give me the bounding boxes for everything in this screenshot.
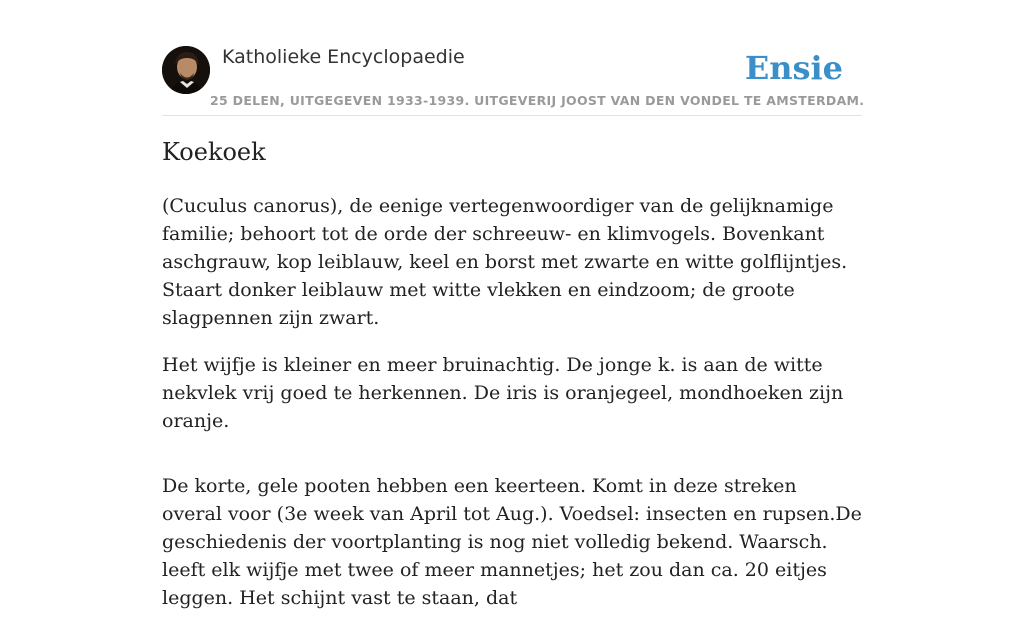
ensie-logo-link[interactable]: Ensie <box>744 49 843 87</box>
article-body <box>162 192 862 631</box>
publication-title[interactable]: Katholieke Encyclopaedie <box>222 46 465 68</box>
article-paragraph: Het wijfje is kleiner en meer bruinachtig. De jonge k. is aan de witte nekvlek vrij goed te herkennen. De iris is oranjegeel, mondhoeken zijn oranje. <box>162 354 844 432</box>
publication-header <box>162 46 865 116</box>
article-paragraph: (Cuculus canorus), de eenige vertegenwoordiger van de gelijknamige familie; behoort tot de orde der schreeuw- en klimvogels. Bovenkant aschgrauw, kop leiblauw, keel en borst met zwarte en witte golflijntjes. Staart donker leiblauw met witte vlekken en eindzoom; de groote slagpennen zijn zwart. <box>162 195 848 329</box>
publication-subtitle: 25 DELEN, UITGEGEVEN 1933-1939. UITGEVERIJ JOOST VAN DEN VONDEL TE AMSTERDAM. <box>210 93 865 108</box>
publication-avatar[interactable] <box>162 46 210 94</box>
page-title: Koekoek <box>162 138 266 166</box>
article-paragraph: De korte, gele pooten hebben een keerteen. Komt in deze streken overal voor (3e week van April tot Aug.). Voedsel: insecten en rupsen.De geschiedenis der voortplanting is nog niet volledig bekend. Waarsch. leeft elk wijfje met twee of meer mannetjes; het zou dan ca. 20 eitjes leggen. Het schijnt vast te staan, dat <box>162 475 862 609</box>
portrait-image <box>162 46 210 94</box>
